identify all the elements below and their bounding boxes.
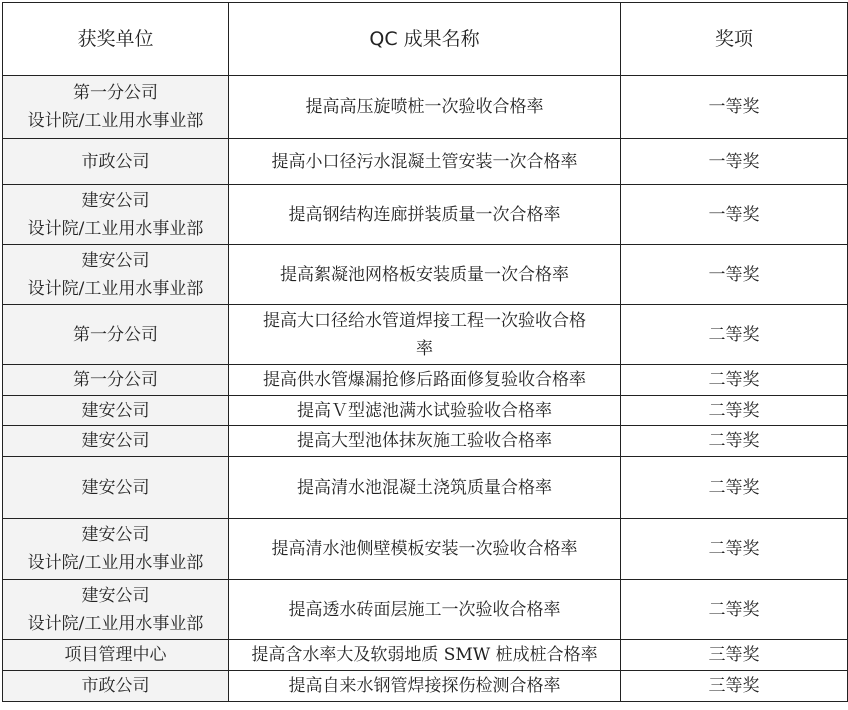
award-unit-cell (3, 457, 229, 519)
qc-title-line: 提高含水率大及软弱地质 SMW 桩成桩合格率 (251, 645, 598, 665)
award-unit-line: 设计院/工业用水事业部 (27, 553, 204, 573)
award-unit-cell (3, 640, 229, 671)
award-unit-line: 建安公司 (81, 477, 150, 498)
award-unit-cell (3, 519, 229, 580)
award-unit-cell (3, 580, 229, 640)
award-level-cell: 二等奖 (621, 580, 848, 640)
qc-title-cell (229, 305, 621, 365)
qc-title-cell (229, 396, 621, 426)
table-row (3, 365, 848, 396)
awards-table (2, 2, 848, 702)
award-unit-line: 第一分公司 (73, 83, 158, 103)
award-unit-cell (3, 185, 229, 245)
award-level-cell: 二等奖 (621, 305, 848, 365)
qc-title-line: 提高透水砖面层施工一次验收合格率 (288, 599, 561, 620)
qc-title-cell (229, 457, 621, 519)
award-unit-line: 项目管理中心 (64, 645, 167, 665)
award-level-cell: 三等奖 (621, 640, 848, 671)
qc-title-cell (229, 139, 621, 185)
qc-title-cell (229, 185, 621, 245)
award-level-cell: 二等奖 (621, 426, 848, 457)
award-unit-line: 建安公司 (81, 431, 150, 451)
award-unit-line: 设计院/工业用水事业部 (27, 278, 204, 299)
qc-title-cell (229, 640, 621, 671)
qc-title-cell (229, 426, 621, 457)
award-unit-line: 设计院/工业用水事业部 (27, 218, 204, 239)
award-level-cell: 一等奖 (621, 76, 848, 139)
award-unit-line: 建安公司 (81, 525, 150, 545)
qc-title-line: 提高Ｖ型滤池满水试验验收合格率 (297, 400, 552, 421)
qc-title-cell (229, 365, 621, 396)
table-row (3, 519, 848, 580)
qc-title-line: 提高自来水钢管焊接探伤检测合格率 (288, 676, 561, 696)
qc-title-line: 提高清水池侧壁模板安装一次验收合格率 (271, 539, 578, 559)
qc-title-line: 提高大口径给水管道焊接工程一次验收合格 (263, 310, 586, 331)
award-level-cell: 一等奖 (621, 139, 848, 185)
qc-title-line: 提高供水管爆漏抢修后路面修复验收合格率 (263, 370, 586, 390)
award-unit-cell (3, 245, 229, 305)
table-row (3, 139, 848, 185)
qc-title-line: 提高钢结构连廊拼装质量一次合格率 (288, 204, 561, 225)
award-unit-cell (3, 139, 229, 185)
table-row (3, 396, 848, 426)
award-unit-line: 市政公司 (81, 151, 150, 172)
table-row (3, 245, 848, 305)
qc-title-line: 率 (416, 338, 433, 359)
award-unit-line: 第一分公司 (73, 370, 158, 390)
award-level-cell: 三等奖 (621, 671, 848, 702)
award-unit-line: 市政公司 (81, 676, 150, 696)
award-unit-line: 建安公司 (81, 190, 150, 211)
qc-title-line: 提高高压旋喷桩一次验收合格率 (305, 97, 544, 117)
award-level-cell: 二等奖 (621, 457, 848, 519)
table-row (3, 76, 848, 139)
qc-title-cell (229, 245, 621, 305)
award-unit-line: 设计院/工业用水事业部 (27, 111, 204, 131)
award-level-cell: 二等奖 (621, 396, 848, 426)
header-unit: 获奖单位 (3, 3, 229, 76)
table-row (3, 580, 848, 640)
table-body (3, 76, 848, 702)
award-unit-cell (3, 426, 229, 457)
award-level-cell: 一等奖 (621, 245, 848, 305)
table-row (3, 185, 848, 245)
table-row (3, 671, 848, 702)
qc-title-line: 提高清水池混凝土浇筑质量合格率 (297, 477, 552, 498)
award-unit-line: 建安公司 (81, 250, 150, 271)
qc-title-cell (229, 76, 621, 139)
header-row (3, 3, 848, 76)
qc-title-cell (229, 519, 621, 580)
award-unit-cell (3, 671, 229, 702)
qc-title-line: 提高小口径污水混凝土管安装一次合格率 (271, 151, 578, 172)
award-level-cell: 二等奖 (621, 365, 848, 396)
header-award: 奖项 (621, 3, 848, 76)
award-unit-line: 设计院/工业用水事业部 (27, 613, 204, 634)
qc-title-line: 提高大型池体抹灰施工验收合格率 (297, 431, 552, 451)
qc-title-cell (229, 580, 621, 640)
award-unit-line: 建安公司 (81, 400, 150, 421)
qc-title-line: 提高絮凝池网格板安装质量一次合格率 (280, 264, 569, 285)
qc-title-cell (229, 671, 621, 702)
award-unit-cell (3, 305, 229, 365)
table-row (3, 640, 848, 671)
award-unit-cell (3, 365, 229, 396)
award-unit-line: 建安公司 (81, 585, 150, 606)
award-unit-cell (3, 396, 229, 426)
award-unit-cell (3, 76, 229, 139)
table-row (3, 426, 848, 457)
header-title: QC 成果名称 (229, 3, 621, 76)
table-row (3, 305, 848, 365)
table-row (3, 457, 848, 519)
award-level-cell: 一等奖 (621, 185, 848, 245)
award-level-cell: 二等奖 (621, 519, 848, 580)
award-unit-line: 第一分公司 (73, 324, 158, 345)
